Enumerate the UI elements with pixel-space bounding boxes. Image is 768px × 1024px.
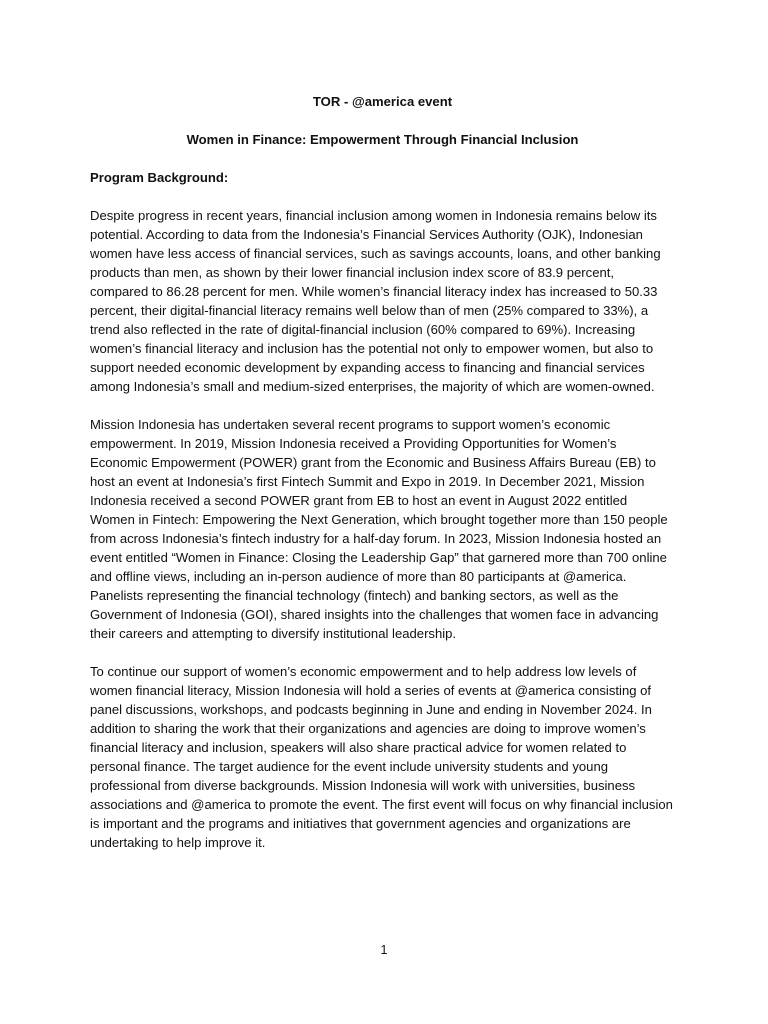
document-subtitle: Women in Finance: Empowerment Through Financial Inclusion (186, 132, 579, 147)
paragraph-financial-inclusion: Despite progress in recent years, financial inclusion among women in Indonesia remains below its potential. According to data from the Indonesia’s Financial Services Authority (OJK), Indonesian women have less access of financial services, such as savings accounts, loans, and other banking products than men, as shown by their lower financial inclusion index score of 83.9 percent, compared to 86.28 percent for men. While women’s financial literacy index has increased to 50.33 percent, their digital-financial literacy remains well below than of men (25% compared to 33%), a trend also reflected in the rate of digital-financial inclusion (60% compared to 69%). Increasing women’s financial literacy and inclusion has the potential not only to empower women, but also to support needed economic development by expanding access to financing and financial services among Indonesia’s small and medium-sized enterprises, the majority of which are women-owned. (90, 208, 661, 394)
section-heading: Program Background: (90, 170, 229, 185)
document-body (90, 92, 675, 871)
document-title: TOR - @america event (312, 94, 453, 109)
paragraph-mission-programs: Mission Indonesia has undertaken several recent programs to support women’s economic empowerment. In 2019, Mission Indonesia received a Providing Opportunities for Women’s Economic Empowerment (POWER) grant from the Economic and Business Affairs Bureau (EB) to host an event at Indonesia’s first Fintech Summit and Expo in 2019. In December 2021, Mission Indonesia received a second POWER grant from EB to host an event in August 2022 entitled Women in Fintech: Empowering the Next Generation, which brought together more than 150 people from across Indonesia’s fintech industry for a half-day forum. In 2023, Mission Indonesia hosted an event entitled “Women in Finance: Closing the Leadership Gap” that garnered more than 700 online and offline views, including an in-person audience of more than 80 participants at @america. Panelists representing the financial technology (fintech) and banking sectors, as well as the Government of Indonesia (GOI), shared insights into the challenges that women face in advancing their careers and attempting to diversify institutional leadership. (90, 417, 668, 641)
paragraph-event-series: To continue our support of women’s economic empowerment and to help address low levels of women financial literacy, Mission Indonesia will hold a series of events at @america consisting of panel discussions, workshops, and podcasts beginning in June and ending in November 2024. In addition to sharing the work that their organizations and agencies are doing to improve women’s financial literacy and inclusion, speakers will also share practical advice for women related to personal finance. The target audience for the event include university students and young professional from diverse backgrounds. Mission Indonesia will work with universities, business associations and @america to promote the event. The first event will focus on why financial inclusion is important and the programs and initiatives that government agencies and organizations are undertaking to help improve it. (90, 664, 673, 850)
page-number: 1 (380, 943, 388, 957)
